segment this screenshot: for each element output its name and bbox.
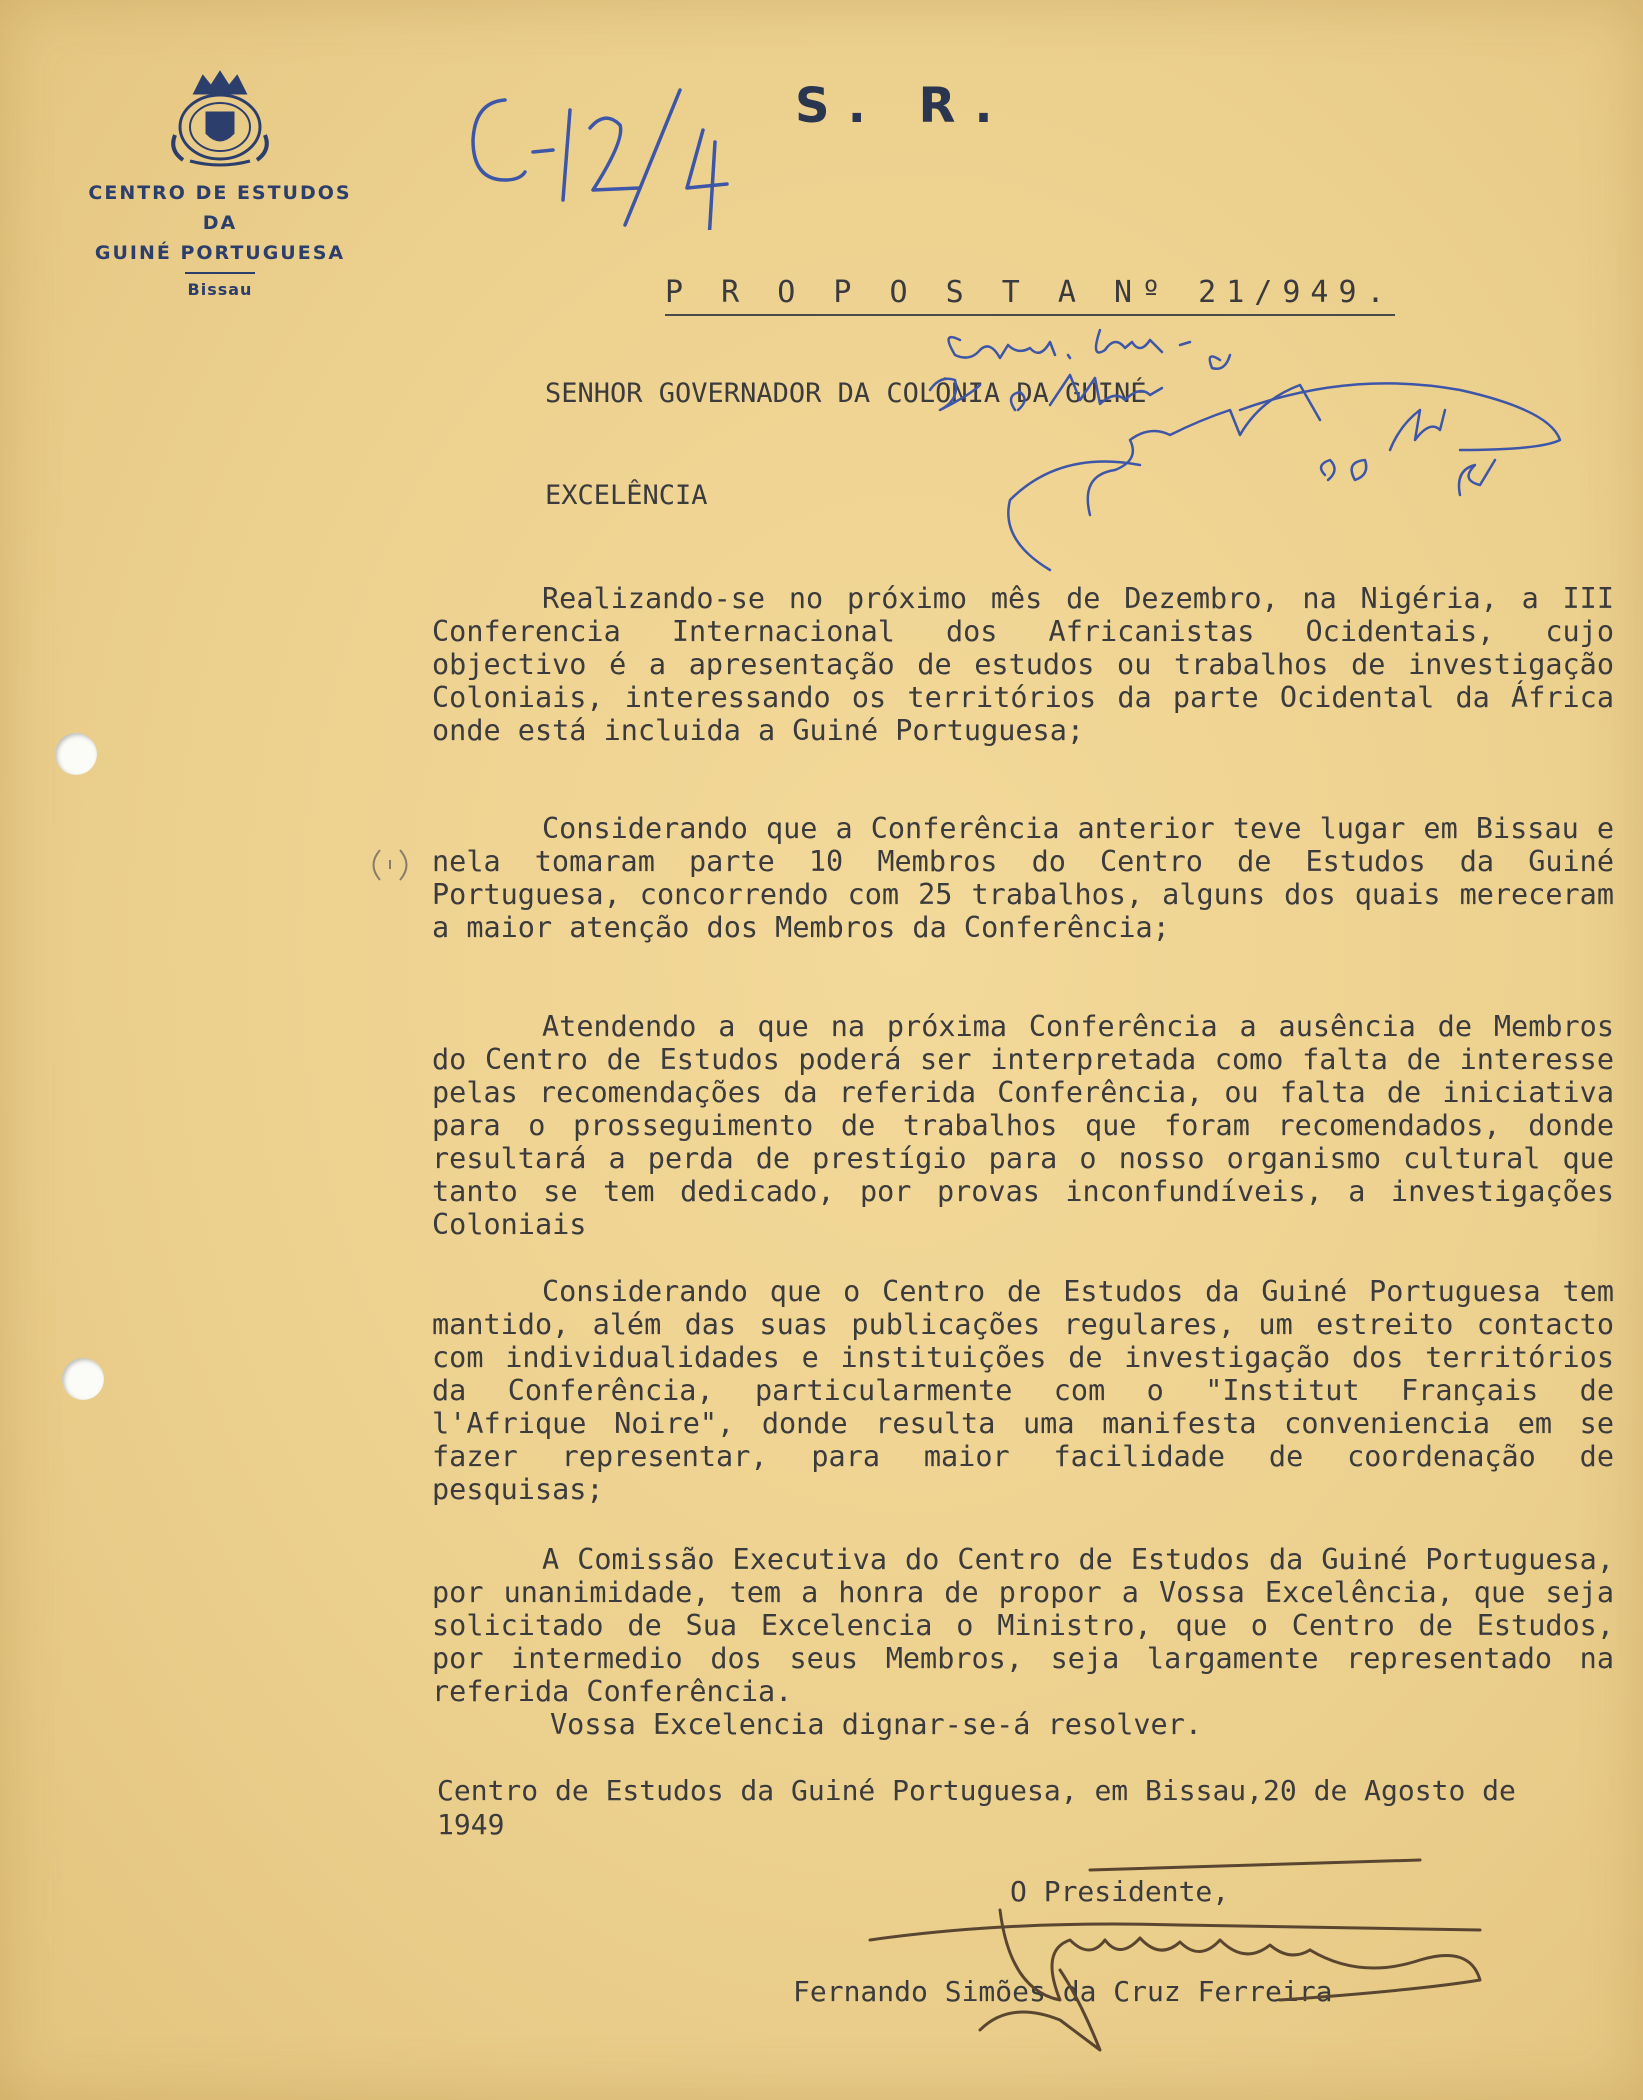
- paragraph-2: Considerando que a Conferência anterior teve lugar em Bissau e nela tomaram parte 10 Membros do Centro de Estudos da Guiné Portuguesa, concorrendo com 25 trabalhos, alguns dos quais mereceram a maior atenção dos Membros da Conferência;: [432, 812, 1614, 944]
- paragraph-6: Vossa Excelencia dignar-se-á resolver.: [550, 1708, 1203, 1741]
- letterhead-line-2: DA: [202, 212, 238, 234]
- paragraph-1: Realizando-se no próximo mês de Dezembro, na Nigéria, a III Conferencia Internacional dos Africanistas Ocidentais, cujo objectivo é a apresentação de estudos ou trabalhos de investigação Coloniais, interessando os territórios da parte Ocidental da África onde está incluida a Guiné Portuguesa;: [432, 582, 1614, 747]
- letterhead: [60, 65, 380, 299]
- classification-mark: S. R.: [795, 78, 1011, 134]
- letterhead-line-1: CENTRO DE ESTUDOS: [88, 182, 352, 204]
- salutation: EXCELÊNCIA: [545, 480, 708, 511]
- president-title: O Presidente,: [1010, 1875, 1230, 1908]
- punch-hole-top: [55, 733, 97, 775]
- proposal-title: P R O P O S T A Nº 21/949.: [665, 275, 1395, 316]
- handwritten-code-text: C-12/4: [465, 80, 469, 81]
- paragraph-5: A Comissão Executiva do Centro de Estudos da Guiné Portuguesa, por unanimidade, tem a honra de propor a Vossa Excelência, que seja solicitado de Sua Excelencia o Ministro, que o Centro de Estudos, por intermedio dos seus Membros, seja largamente representado na referida Conferência.: [432, 1543, 1614, 1708]
- letterhead-divider: [185, 272, 255, 274]
- coat-of-arms-icon: [165, 65, 275, 170]
- paragraph-4: Considerando que o Centro de Estudos da Guiné Portuguesa tem mantido, além das suas publicações regulares, um estreito contacto com individualidades e instituições de investigação dos territórios da Conferência, particularmente com o "Institut Français de l'Afrique Noire", donde resulta uma manifesta conveniencia em se fazer representar, para maior facilidade de coordenação de pesquisas;: [432, 1275, 1614, 1506]
- handwritten-margin-mark: [365, 845, 415, 885]
- closing-place-date: Centro de Estudos da Guiné Portuguesa, em Bissau,20 de Agosto de 1949: [437, 1774, 1516, 1841]
- paragraph-3: Atendendo a que na próxima Conferência a ausência de Membros do Centro de Estudos poderá ser interpretada como falta de interesse pelas recomendações da referida Conferência, ou falta de iniciativa para o prosseguimento de trabalhos que foram recomendados, donde resultará a perda de prestígio para o nosso organismo cultural que tanto se tem dedicado, por provas inconfundíveis, a investigações Coloniais: [432, 1010, 1614, 1241]
- letterhead-line-3: GUINÉ PORTUGUESA: [94, 242, 346, 264]
- addressee: SENHOR GOVERNADOR DA COLÓNIA DA GUINÉ: [545, 378, 1147, 409]
- handwritten-reference-code: [465, 80, 765, 230]
- president-name: Fernando Simões da Cruz Ferreira: [793, 1975, 1333, 2008]
- letterhead-city: Bissau: [187, 280, 253, 299]
- handwritten-dispatch-annotation: [900, 300, 1600, 590]
- punch-hole-bottom: [62, 1358, 104, 1400]
